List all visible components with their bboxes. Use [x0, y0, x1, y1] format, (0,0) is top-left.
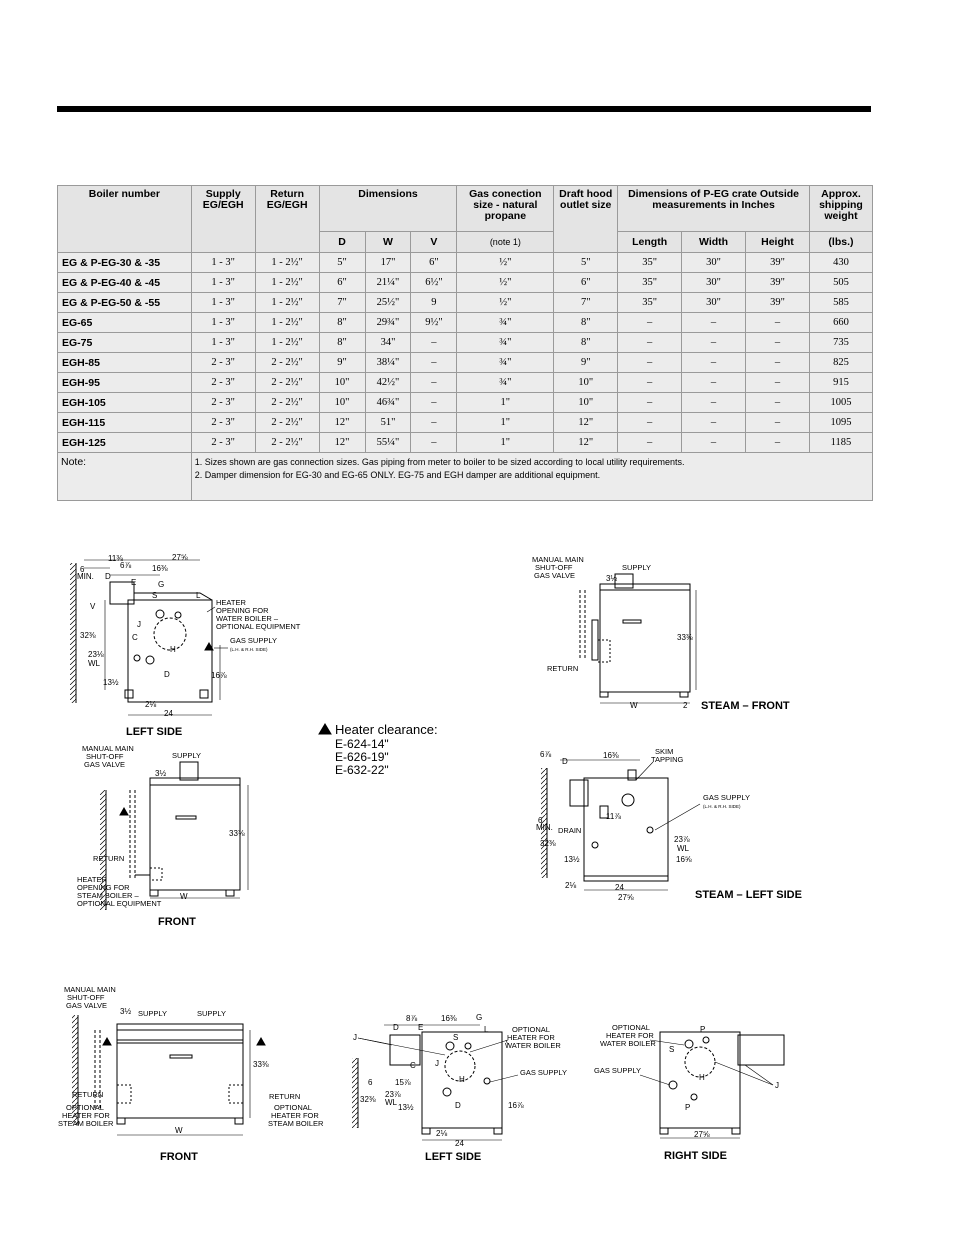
svg-text:3½: 3½ — [155, 769, 167, 778]
header-gas: Gas conection size - natural propane — [457, 186, 554, 232]
table-cell: – — [618, 413, 682, 433]
table-cell: 8" — [554, 333, 618, 353]
svg-text:W: W — [630, 701, 638, 710]
svg-text:32⅜: 32⅜ — [540, 839, 556, 848]
table-cell: ½" — [457, 253, 554, 273]
steam-left-gas-supply: GAS SUPPLY — [703, 793, 750, 802]
table-cell: 30" — [682, 253, 746, 273]
svg-text:6⅞: 6⅞ — [120, 561, 132, 570]
table-cell: 1" — [457, 413, 554, 433]
clearance-line-2: E-626-19" — [335, 750, 389, 764]
table-cell: 12" — [554, 433, 618, 453]
front-large-caption: FRONT — [160, 1151, 198, 1163]
table-cell: – — [746, 333, 810, 353]
table-cell: 6½" — [411, 273, 457, 293]
table-cell: ¾" — [457, 333, 554, 353]
table-cell: ¾" — [457, 353, 554, 373]
svg-text:23⅛: 23⅛ — [88, 650, 104, 659]
svg-text:J: J — [353, 1033, 357, 1042]
table-cell: – — [746, 393, 810, 413]
left-side-heater-note: HEATER OPENING FOR WATER BOILER – OPTIONAL EQUIPMENT — [216, 598, 301, 631]
svg-text:15⅞: 15⅞ — [395, 1078, 411, 1087]
table-cell: 1 - 2½" — [255, 273, 319, 293]
left-side-large-gas-supply: GAS SUPPLY — [520, 1068, 567, 1077]
table-cell: – — [618, 333, 682, 353]
svg-text:2⅛: 2⅛ — [565, 881, 577, 890]
table-cell: 9 — [411, 293, 457, 313]
svg-text:D: D — [562, 757, 568, 766]
table-cell: – — [411, 433, 457, 453]
boiler-model-cell: EGH-85 — [58, 353, 192, 373]
boiler-model-cell: EG & P-EG-30 & -35 — [58, 253, 192, 273]
boiler-model-cell: EGH-115 — [58, 413, 192, 433]
svg-text:P: P — [700, 1025, 706, 1034]
boiler-model-cell: EGH-125 — [58, 433, 192, 453]
table-cell: 585 — [809, 293, 872, 313]
boiler-model-cell: EG-65 — [58, 313, 192, 333]
table-cell: 1185 — [809, 433, 872, 453]
svg-text:V: V — [90, 602, 96, 611]
table-cell: 42½" — [365, 373, 411, 393]
svg-text:H: H — [170, 645, 176, 654]
svg-text:6: 6 — [80, 565, 85, 574]
diagram-front — [77, 744, 248, 928]
table-cell: ¾" — [457, 313, 554, 333]
steam-left-gas-supply-sub: (L.H. & R.H. SIDE) — [703, 804, 741, 809]
header-lbs: (lbs.) — [809, 232, 872, 253]
table-cell: 6" — [554, 273, 618, 293]
table-cell: 1095 — [809, 413, 872, 433]
header-supply: Supply EG/EGH — [191, 186, 255, 253]
table-cell: – — [618, 433, 682, 453]
note-line: 1. Sizes shown are gas connection sizes. Gas piping from meter to boiler to be sized according to local utility requirements. — [194, 457, 685, 467]
svg-text:16⅜: 16⅜ — [441, 1014, 457, 1023]
table-cell: 10" — [319, 373, 365, 393]
steam-front-supply-label: SUPPLY — [622, 563, 652, 572]
svg-text:W: W — [175, 1126, 183, 1135]
steam-front-caption: STEAM – FRONT — [701, 700, 790, 712]
diagram-front-large — [58, 985, 324, 1163]
table-cell: 10" — [554, 373, 618, 393]
svg-text:13½: 13½ — [398, 1103, 414, 1112]
front-return-label: RETURN — [93, 854, 125, 863]
front-large-return-left: RETURN — [72, 1090, 104, 1099]
svg-text:32⅜: 32⅜ — [360, 1095, 376, 1104]
table-cell: – — [746, 353, 810, 373]
table-cell: – — [682, 433, 746, 453]
svg-text:6: 6 — [368, 1078, 373, 1087]
header-gas-note: (note 1) — [457, 232, 554, 253]
table-cell: 1" — [457, 393, 554, 413]
svg-text:11⅜: 11⅜ — [108, 554, 123, 563]
svg-text:23⅞: 23⅞ — [385, 1090, 401, 1099]
front-large-supply-right: SUPPLY — [197, 1009, 227, 1018]
svg-text:H: H — [699, 1073, 705, 1082]
table-cell: – — [682, 313, 746, 333]
table-cell: 825 — [809, 353, 872, 373]
header-return: Return EG/EGH — [255, 186, 319, 253]
table-cell: 10" — [554, 393, 618, 413]
clearance-line-3: E-632-22" — [335, 763, 389, 777]
table-cell: – — [411, 393, 457, 413]
front-heater-note: HEATER OPENING FOR STEAM BOILER – OPTIONAL EQUIPMENT — [77, 875, 162, 908]
svg-text:2: 2 — [683, 701, 688, 710]
svg-text:S: S — [453, 1033, 459, 1042]
table-cell: 35" — [618, 253, 682, 273]
left-side-large-caption: LEFT SIDE — [425, 1151, 482, 1163]
boiler-model-cell: EG & P-EG-50 & -55 — [58, 293, 192, 313]
table-cell: – — [746, 433, 810, 453]
table-cell: 1 - 3" — [191, 313, 255, 333]
table-cell: 1 - 3" — [191, 253, 255, 273]
svg-text:13½: 13½ — [564, 855, 580, 864]
table-cell: 6" — [319, 273, 365, 293]
table-cell: – — [618, 393, 682, 413]
table-cell: 30" — [682, 293, 746, 313]
svg-text:8⅞: 8⅞ — [406, 1014, 418, 1023]
table-cell: 2 - 2½" — [255, 433, 319, 453]
svg-text:24: 24 — [615, 883, 624, 892]
table-cell: 12" — [319, 413, 365, 433]
table-cell: 9" — [319, 353, 365, 373]
svg-text:27⅝: 27⅝ — [694, 1130, 710, 1139]
table-cell: 51" — [365, 413, 411, 433]
table-cell: 430 — [809, 253, 872, 273]
table-cell: 1 - 2½" — [255, 313, 319, 333]
front-caption: FRONT — [158, 916, 196, 928]
svg-text:W: W — [180, 892, 188, 901]
svg-text:11⅞: 11⅞ — [606, 812, 621, 821]
svg-text:J: J — [435, 1059, 439, 1068]
front-valve-note: MANUAL MAIN SHUT-OFF GAS VALVE — [82, 744, 134, 769]
svg-text:MIN.: MIN. — [536, 823, 553, 832]
table-cell: 1" — [457, 433, 554, 453]
clearance-line-1: E-624-14" — [335, 737, 389, 751]
svg-text:33⅜: 33⅜ — [229, 829, 245, 838]
table-cell: 8" — [319, 313, 365, 333]
header-boiler: Boiler number — [58, 186, 192, 253]
table-cell: 8" — [319, 333, 365, 353]
left-side-large-heater-note: OPTIONAL HEATER FOR WATER BOILER — [505, 1025, 561, 1050]
note-line: 2. Damper dimension for EG-30 and EG-65 ONLY. EG-75 and EGH damper are additional equipment. — [194, 470, 601, 480]
left-side-gas-supply: GAS SUPPLY — [230, 636, 277, 645]
diagram-left-side-large — [352, 1013, 567, 1163]
diagram-steam-front — [532, 555, 790, 712]
right-side-heater-note: OPTIONAL HEATER FOR WATER BOILER — [600, 1023, 656, 1048]
svg-text:6⅞: 6⅞ — [540, 750, 552, 759]
svg-text:24: 24 — [455, 1139, 464, 1148]
table-cell: 2 - 2½" — [255, 373, 319, 393]
svg-text:MIN.: MIN. — [77, 572, 94, 581]
table-cell: – — [682, 353, 746, 373]
table-cell: 39" — [746, 253, 810, 273]
steam-left-caption: STEAM – LEFT SIDE — [695, 889, 802, 901]
table-cell: – — [682, 333, 746, 353]
table-cell: – — [411, 373, 457, 393]
front-large-return-right: RETURN — [269, 1092, 301, 1101]
steam-front-valve-note: MANUAL MAIN SHUT-OFF GAS VALVE — [532, 555, 584, 580]
table-cell: 9½" — [411, 313, 457, 333]
table-cell: 2 - 2½" — [255, 393, 319, 413]
svg-text:16⅝: 16⅝ — [676, 855, 692, 864]
svg-text:L: L — [196, 591, 201, 600]
table-cell: 17" — [365, 253, 411, 273]
table-cell: 7" — [319, 293, 365, 313]
table-cell: 2 - 3" — [191, 393, 255, 413]
boiler-model-cell: EGH-95 — [58, 373, 192, 393]
header-draft: Draft hood outlet size — [554, 186, 618, 253]
svg-text:32⅜: 32⅜ — [80, 631, 96, 640]
table-cell: 505 — [809, 273, 872, 293]
svg-text:27⅝: 27⅝ — [172, 553, 188, 562]
steam-left-drain: DRAIN — [558, 826, 582, 835]
svg-text:3½: 3½ — [120, 1007, 132, 1016]
boiler-model-cell: EG-75 — [58, 333, 192, 353]
svg-text:WL: WL — [385, 1098, 397, 1107]
table-cell: 9" — [554, 353, 618, 373]
table-cell: – — [618, 313, 682, 333]
boiler-model-cell: EGH-105 — [58, 393, 192, 413]
svg-text:13½: 13½ — [103, 678, 119, 687]
svg-text:E: E — [131, 578, 137, 587]
diagram-left-side — [70, 553, 301, 738]
table-cell: 35" — [618, 273, 682, 293]
table-cell: 25½" — [365, 293, 411, 313]
table-cell: – — [682, 393, 746, 413]
right-side-caption: RIGHT SIDE — [664, 1150, 727, 1162]
table-cell: 1 - 2½" — [255, 253, 319, 273]
table-cell: 2 - 3" — [191, 433, 255, 453]
table-cell: 10" — [319, 393, 365, 413]
svg-text:G: G — [476, 1013, 483, 1022]
front-large-heater-left: OPTIONAL HEATER FOR STEAM BOILER — [58, 1103, 114, 1128]
header-length: Length — [618, 232, 682, 253]
svg-text:16⅜: 16⅜ — [152, 564, 168, 573]
note-label: Note: — [58, 453, 192, 501]
table-cell: – — [618, 353, 682, 373]
left-side-caption: LEFT SIDE — [126, 726, 183, 738]
table-cell: – — [411, 413, 457, 433]
table-cell: – — [411, 333, 457, 353]
steam-left-skim-note: SKIM TAPPING — [651, 747, 684, 764]
header-dimensions: Dimensions — [319, 186, 457, 232]
svg-text:S: S — [669, 1045, 675, 1054]
table-cell: 38¼" — [365, 353, 411, 373]
right-side-gas-supply: GAS SUPPLY — [594, 1066, 641, 1075]
table-cell: 34" — [365, 333, 411, 353]
table-cell: – — [746, 413, 810, 433]
svg-text:WL: WL — [88, 659, 100, 668]
svg-text:23⅞: 23⅞ — [674, 835, 690, 844]
table-cell: 39" — [746, 273, 810, 293]
svg-text:J: J — [137, 620, 141, 629]
table-cell: 2 - 2½" — [255, 413, 319, 433]
svg-text:C: C — [410, 1061, 416, 1070]
front-supply-label: SUPPLY — [172, 751, 202, 760]
table-cell: 1 - 3" — [191, 273, 255, 293]
table-cell: 29¾" — [365, 313, 411, 333]
table-cell: 735 — [809, 333, 872, 353]
svg-text:2⅛: 2⅛ — [436, 1129, 448, 1138]
warning-triangle-icon — [319, 724, 331, 734]
svg-text:16⅞: 16⅞ — [508, 1101, 524, 1110]
svg-text:D: D — [393, 1023, 399, 1032]
table-cell: 1 - 2½" — [255, 293, 319, 313]
table-cell: 2 - 3" — [191, 353, 255, 373]
table-cell: ½" — [457, 293, 554, 313]
heater-clearance — [319, 722, 438, 777]
table-cell: 915 — [809, 373, 872, 393]
svg-text:L: L — [484, 1025, 489, 1034]
table-cell: 21¼" — [365, 273, 411, 293]
table-cell: ¾" — [457, 373, 554, 393]
svg-text:J: J — [775, 1081, 779, 1090]
left-side-gas-supply-sub: (L.H. & R.H. SIDE) — [230, 647, 268, 652]
svg-text:H: H — [459, 1075, 465, 1084]
svg-text:2⅛: 2⅛ — [145, 700, 157, 709]
table-cell: 2 - 3" — [191, 413, 255, 433]
header-height: Height — [746, 232, 810, 253]
clearance-title: Heater clearance: — [335, 722, 438, 737]
header-weight: Approx. shipping weight — [809, 186, 872, 232]
table-cell: – — [682, 413, 746, 433]
svg-text:16⅜: 16⅜ — [603, 751, 619, 760]
table-cell: 7" — [554, 293, 618, 313]
svg-text:E: E — [418, 1023, 424, 1032]
table-cell: 2 - 2½" — [255, 353, 319, 373]
boiler-model-cell: EG & P-EG-40 & -45 — [58, 273, 192, 293]
svg-text:33⅜: 33⅜ — [253, 1060, 269, 1069]
svg-text:P: P — [685, 1103, 691, 1112]
header-width: Width — [682, 232, 746, 253]
svg-text:6: 6 — [538, 816, 543, 825]
table-cell: 1 - 3" — [191, 293, 255, 313]
table-cell: 5" — [554, 253, 618, 273]
table-cell: 12" — [319, 433, 365, 453]
table-cell: – — [618, 373, 682, 393]
svg-text:D: D — [455, 1101, 461, 1110]
table-cell: – — [746, 313, 810, 333]
table-cell: – — [682, 373, 746, 393]
table-cell: 35" — [618, 293, 682, 313]
table-cell: 55¼" — [365, 433, 411, 453]
svg-text:WL: WL — [677, 844, 689, 853]
svg-text:G: G — [158, 580, 165, 589]
front-large-valve-note: MANUAL MAIN SHUT-OFF GAS VALVE — [64, 985, 116, 1010]
header-d: D — [319, 232, 365, 253]
table-cell: 46¾" — [365, 393, 411, 413]
diagram-right-side — [594, 1023, 784, 1162]
svg-text:C: C — [132, 633, 138, 642]
table-cell: 1005 — [809, 393, 872, 413]
table-cell: – — [411, 353, 457, 373]
diagram-steam-left-side — [536, 747, 802, 902]
table-cell: 8" — [554, 313, 618, 333]
steam-front-return-label: RETURN — [547, 664, 579, 673]
svg-text:D: D — [105, 572, 111, 581]
table-cell: 30" — [682, 273, 746, 293]
svg-text:27⅝: 27⅝ — [618, 893, 634, 902]
header-crate: Dimensions of P-EG crate Outside measurements in Inches — [618, 186, 810, 232]
header-w: W — [365, 232, 411, 253]
svg-text:16⅞: 16⅞ — [211, 671, 227, 680]
table-cell: 5" — [319, 253, 365, 273]
table-cell: 6" — [411, 253, 457, 273]
svg-text:33⅜: 33⅜ — [677, 633, 693, 642]
table-cell: 39" — [746, 293, 810, 313]
table-cell: 12" — [554, 413, 618, 433]
table-cell: ½" — [457, 273, 554, 293]
table-cell: 660 — [809, 313, 872, 333]
svg-text:24: 24 — [164, 709, 173, 718]
front-large-supply-left: SUPPLY — [138, 1009, 168, 1018]
table-cell: – — [746, 373, 810, 393]
svg-text:S: S — [152, 591, 158, 600]
front-large-heater-right: OPTIONAL HEATER FOR STEAM BOILER — [268, 1103, 324, 1128]
svg-text:D: D — [164, 670, 170, 679]
table-cell: 2 - 3" — [191, 373, 255, 393]
svg-text:3½: 3½ — [606, 574, 618, 583]
header-v: V — [411, 232, 457, 253]
table-cell: 1 - 2½" — [255, 333, 319, 353]
table-cell: 1 - 3" — [191, 333, 255, 353]
